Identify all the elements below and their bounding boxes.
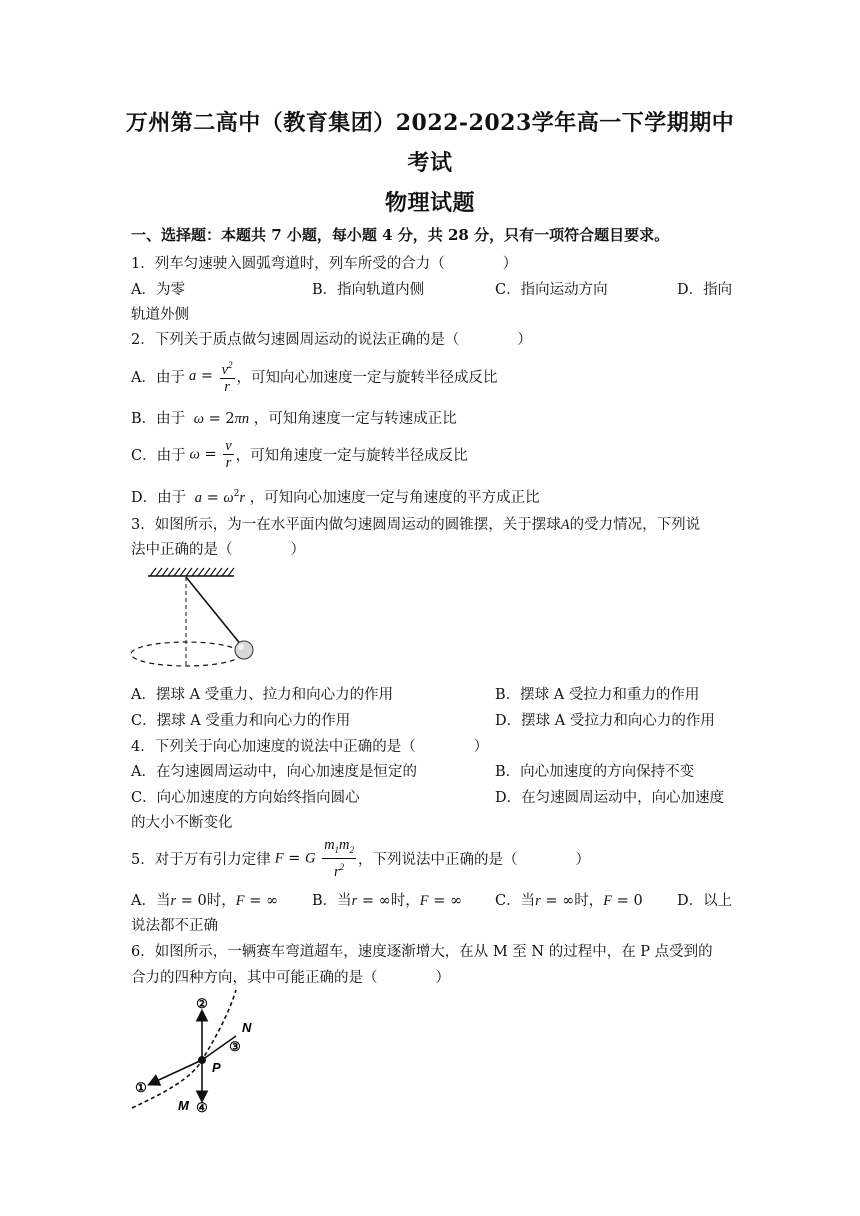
- q3-stem-text: 3．如图所示，为一在水平面内做匀速圆周运动的圆锥摆，关于摆球: [131, 517, 561, 533]
- q5-option-a-prefix: A．当: [131, 893, 171, 909]
- label-circled-3: ③: [229, 1039, 241, 1054]
- q2-option-d: [131, 486, 540, 507]
- q1-option-a: A．为零: [131, 282, 185, 298]
- label-m: M: [178, 1098, 189, 1113]
- q5-option-a: A．当r = 0时，F = ∞: [131, 893, 279, 909]
- conical-pendulum-figure: [128, 562, 260, 674]
- q5-option-c-prefix: C．当: [495, 893, 536, 909]
- pendulum-ball: [235, 641, 253, 659]
- formula-omega-v-over-r: ω = $\frac{v}{r}$: [189, 437, 232, 471]
- q5-option-b: B．当r = ∞时，F = ∞: [312, 893, 463, 909]
- label-circled-1: ①: [135, 1080, 147, 1095]
- formula-a-omega2-r: $a = \omega^2r$: [194, 489, 246, 506]
- q1-option-d: D．指向: [677, 282, 733, 298]
- q2-option-d-text: ，可知向心加速度一定与角速度的平方成正比: [249, 490, 540, 506]
- ceiling-hatch: [148, 568, 234, 576]
- q3-option-c: C．摆球 A 受重力和向心力的作用: [131, 713, 351, 729]
- q3-stem-var: A: [560, 517, 570, 533]
- question-1-stem: 1．列车匀速驶入圆弧弯道时，列车所受的合力（ ）: [131, 256, 518, 272]
- q5-option-b-prefix: B．当: [312, 893, 352, 909]
- q5-stem-text: 5．对于万有引力定律: [131, 851, 271, 868]
- formula-omega-2pi-n: ω = 2πn: [193, 411, 250, 427]
- q4-option-a: A．在匀速圆周运动中，向心加速度是恒定的: [131, 764, 417, 780]
- q2-option-d-prefix: D．由于: [131, 490, 187, 506]
- q5-option-c: C．当r = ∞时，F = 0: [495, 893, 643, 909]
- q4-option-d: D．在匀速圆周运动中，向心加速度: [495, 790, 725, 806]
- q4-option-c: C．向心加速度的方向始终指向圆心: [131, 790, 360, 806]
- label-circled-2: ②: [196, 996, 208, 1011]
- question-4-stem: 4．下列关于向心加速度的说法中正确的是（ ）: [131, 739, 489, 755]
- q1-option-b: B．指向轨道内侧: [312, 282, 425, 298]
- q1-option-c: C．指向运动方向: [495, 282, 608, 298]
- question-2-stem: 2．下列关于质点做匀速圆周运动的说法正确的是（ ）: [131, 332, 532, 348]
- section-heading: 一、选择题：本题共 7 小题，每小题 4 分，共 28 分，只有一项符合题目要求。: [131, 226, 670, 244]
- point-p-dot: [198, 1056, 206, 1064]
- question-6-stem-line1: 6．如图所示，一辆赛车弯道超车，速度逐渐增大，在从 M 至 N 的过程中，在 P 点受到的: [131, 944, 713, 960]
- exam-title-line2: 考试: [407, 150, 453, 176]
- label-circled-4: ④: [196, 1100, 208, 1115]
- q2-option-a-text: ，可知向心加速度一定与旋转半径成反比: [236, 369, 498, 386]
- question-6-stem-line2: 合力的四种方向，其中可能正确的是（ ）: [131, 970, 450, 986]
- formula-gravitation: F = G $\frac{m_1m_2}{r^2}$: [274, 836, 355, 880]
- q3-stem-text-post: 的受力情况，下列说: [569, 517, 701, 533]
- q2-option-a: [131, 356, 498, 396]
- label-p: P: [212, 1060, 221, 1075]
- formula-a-v2-over-r: a = $\frac{v^2}{r}$: [189, 357, 237, 395]
- pendulum-string: [186, 577, 242, 646]
- q4-option-b: B．向心加速度的方向保持不变: [495, 764, 695, 780]
- q1-option-d-wrap: 轨道外侧: [131, 307, 189, 323]
- question-5-stem: [131, 838, 590, 878]
- label-n: N: [242, 1020, 252, 1035]
- q2-option-b-prefix: B．由于: [131, 411, 186, 427]
- q2-option-c-text: ，可知角速度一定与旋转半径成反比: [235, 447, 468, 464]
- q3-option-a: A．摆球 A 受重力、拉力和向心力的作用: [131, 687, 394, 703]
- q2-option-c: [131, 434, 468, 474]
- q4-option-d-wrap: 的大小不断变化: [131, 815, 233, 831]
- question-3-stem-line1: [131, 513, 700, 534]
- q2-option-b: [131, 407, 457, 428]
- subject-title: 物理试题: [384, 190, 475, 216]
- q2-option-b-text: ，可知角速度一定与转速成正比: [253, 411, 457, 427]
- curved-track-path: [132, 990, 236, 1108]
- race-car-force-figure: [126, 988, 266, 1116]
- question-3-stem-line2: 法中正确的是（ ）: [131, 542, 305, 558]
- q3-option-d: D．摆球 A 受拉力和向心力的作用: [495, 713, 715, 729]
- q5-option-d-wrap: 说法都不正确: [131, 918, 218, 934]
- force-arrow-1: [150, 1060, 202, 1084]
- q5-stem-text-post: ，下列说法中正确的是（ ）: [358, 851, 591, 868]
- q2-option-c-prefix: C．由于: [131, 447, 186, 464]
- q2-option-a-prefix: A．由于: [131, 369, 185, 386]
- q5-option-d: D．以上: [677, 893, 733, 909]
- exam-title-line1: 万州第二高中（教育集团）2022-2023学年高一下学期期中: [125, 110, 735, 136]
- q3-option-b: B．摆球 A 受拉力和重力的作用: [495, 687, 700, 703]
